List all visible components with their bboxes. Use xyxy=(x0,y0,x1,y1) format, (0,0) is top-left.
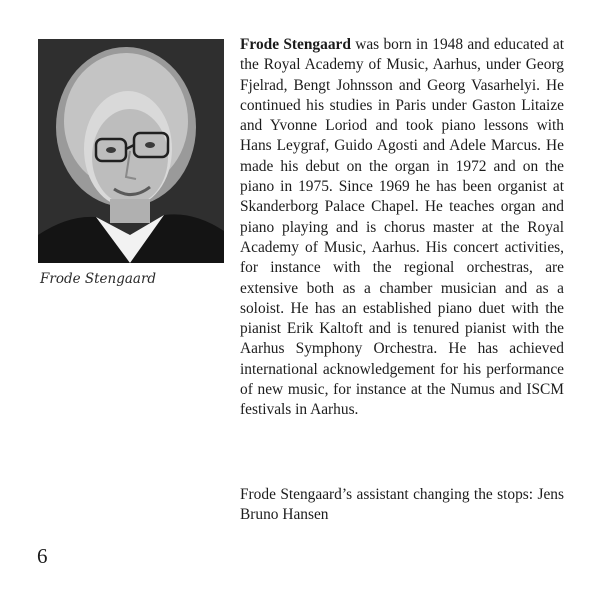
page-number: 6 xyxy=(37,544,48,568)
assistant-credit: Frode Stengaard’s assistant changing the stops: Jens Bruno Hansen xyxy=(240,486,564,524)
photo-caption: Frode Stengaard xyxy=(40,271,157,287)
biography-paragraph xyxy=(240,35,564,421)
portrait-image xyxy=(38,39,224,263)
biography-text: was born in 1948 and educated at the Royal Academy of Music, Aarhus, under Georg Fjelrad, Bengt Johnsson and Georg Vasarhelyi. He continued his studies in Paris under Gaston Litaize and Yvonne Loriod and took piano lessons with Hans Leygraf, Guido Agosti and Adele Marcus. He made his debut on the organ in 1972 and on the piano in 1975. Since 1969 he has been organist at Skanderborg Palace Chapel. He teaches organ and piano playing and is chorus master at the Royal Academy of Music, Aarhus. His concert activities, for instance with the regional orchestras, are extensive both as a chamber musician and as a soloist. He has an established piano duet with the pianist Erik Kaltoft and is tenured pianist with the Aarhus Symphony Orchestra. He has achieved international acknowledgement for his performance of new music, for instance at the Numus and ISCM festivals in Aarhus. xyxy=(240,36,564,419)
biography-name: Frode Stengaard xyxy=(240,36,351,53)
portrait-photo xyxy=(38,39,224,263)
